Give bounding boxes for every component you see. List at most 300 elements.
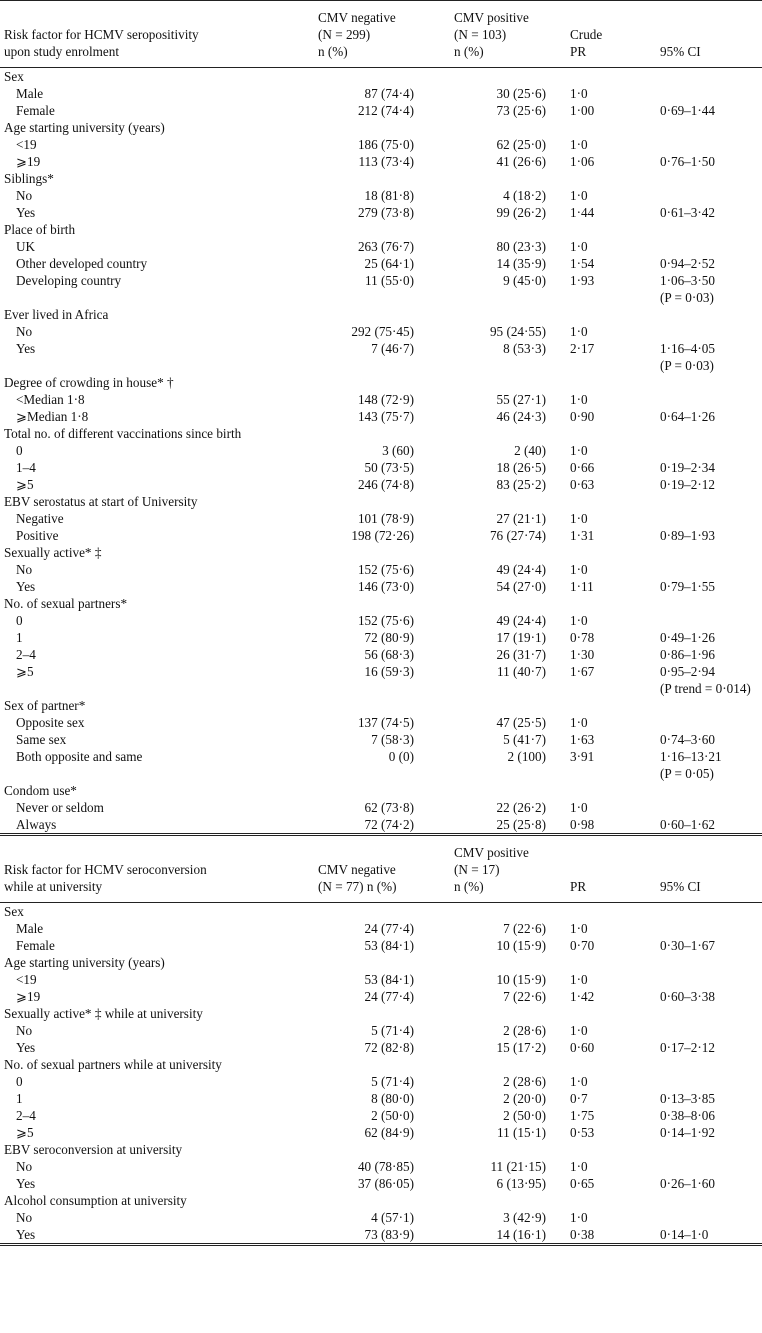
table-row (0, 816, 762, 835)
cmv-positive-value: 11 (15·1) (497, 1125, 546, 1140)
ci-value: 0·38–8·06 (660, 1108, 715, 1123)
cmv-positive-value: 27 (21·1) (496, 511, 546, 526)
pr-value: 0·98 (570, 817, 595, 832)
section-title: No. of sexual partners while at university (4, 1057, 222, 1072)
table-row (0, 1124, 762, 1141)
ci-value (648, 391, 762, 408)
ci-value: 0·14–1·0 (660, 1227, 709, 1242)
cmv-negative-value: 152 (75·6) (357, 613, 414, 628)
cmv-negative-value: 18 (81·8) (364, 188, 414, 203)
cmv-positive-value: 80 (23·3) (496, 239, 546, 254)
table-row (0, 391, 762, 408)
ci-value: 0·13–3·85 (660, 1091, 715, 1106)
empty-cell (564, 357, 648, 374)
cmv-negative-value: 11 (55·0) (365, 273, 414, 288)
cmv-positive-value: 49 (24·4) (496, 613, 546, 628)
cmv-negative-value: 279 (73·8) (357, 205, 414, 220)
table1-header-col4 (564, 1, 648, 68)
cmv-positive-value: 6 (13·95) (496, 1176, 546, 1191)
row-label: Opposite sex (16, 715, 85, 730)
table1-header-col4-line: PR (570, 44, 587, 59)
table2-header-col3-line: n (%) (454, 879, 484, 894)
cmv-negative-value: 3 (60) (382, 443, 414, 458)
row-label: <Median 1·8 (16, 392, 85, 407)
section-title: Age starting university (years) (4, 120, 165, 135)
ci-value (648, 612, 762, 629)
cmv-negative-value: 113 (73·4) (358, 154, 414, 169)
table-row (0, 663, 762, 680)
pr-value: 1·0 (570, 511, 588, 526)
row-label: Male (16, 86, 44, 101)
table-row (0, 1107, 762, 1124)
table-row (0, 255, 762, 272)
row-label: Negative (16, 511, 64, 526)
ci-value: 0·61–3·42 (660, 205, 715, 220)
ci-value: 0·64–1·26 (660, 409, 715, 424)
table1-header-col3-line: (N = 103) (454, 27, 507, 42)
ci-value (648, 85, 762, 102)
empty-cell (296, 680, 432, 697)
cmv-positive-value: 7 (22·6) (503, 989, 546, 1004)
ci-value: 1·06–3·50 (660, 273, 715, 288)
table1-header-col5-line: 95% CI (660, 44, 701, 59)
row-label: No (16, 188, 33, 203)
section-title: Degree of crowding in house* † (4, 375, 174, 390)
table1-header-col2-line: n (%) (318, 44, 348, 59)
ci-value: 0·95–2·94 (660, 664, 715, 679)
section-title: Sexually active* ‡ while at university (4, 1006, 203, 1021)
cmv-positive-value: 99 (26·2) (496, 205, 546, 220)
ci-value: 0·19–2·12 (660, 477, 715, 492)
ci-value: 0·94–2·52 (660, 256, 715, 271)
empty-cell (432, 289, 564, 306)
table2-header-col4 (564, 835, 648, 903)
pr-value: 0·90 (570, 409, 595, 424)
row-label: No (16, 1159, 33, 1174)
table1-section-title (0, 493, 762, 510)
table-row (0, 510, 762, 527)
ci-value: 1·16–4·05 (660, 341, 715, 356)
ci-value: 0·14–1·92 (660, 1125, 715, 1140)
table1-header-col1 (0, 1, 296, 68)
pr-value: 1·0 (570, 324, 588, 339)
table1-section-title (0, 782, 762, 799)
table-row (0, 204, 762, 221)
pr-value: 3·91 (570, 749, 595, 764)
cmv-negative-value: 152 (75·6) (357, 562, 414, 577)
table-row (0, 1226, 762, 1245)
table1-header-col3-line: CMV positive (454, 10, 529, 25)
table2-section-title (0, 954, 762, 971)
table2-header-col2-line: CMV negative (318, 862, 396, 877)
pr-value: 2·17 (570, 341, 595, 356)
table2-header-col3-line: (N = 17) (454, 862, 500, 877)
table-row (0, 1209, 762, 1226)
empty-cell (0, 765, 296, 782)
section-title: Total no. of different vaccinations since birth (4, 426, 242, 441)
empty-cell (564, 289, 648, 306)
section-title: Condom use* (4, 783, 77, 798)
cmv-negative-value: 263 (76·7) (357, 239, 414, 254)
pr-value: 1·06 (570, 154, 595, 169)
table-row (0, 459, 762, 476)
empty-cell (296, 289, 432, 306)
cmv-positive-value: 7 (22·6) (503, 921, 546, 936)
row-label: Yes (16, 341, 36, 356)
cmv-positive-value: 11 (21·15) (490, 1159, 546, 1174)
row-label: No (16, 324, 33, 339)
pr-value: 1·0 (570, 800, 588, 815)
cmv-negative-value: 246 (74·8) (357, 477, 414, 492)
cmv-negative-value: 62 (73·8) (364, 800, 414, 815)
cmv-negative-value: 62 (84·9) (364, 1125, 414, 1140)
p-value-note: (P = 0·03) (660, 290, 714, 305)
cmv-negative-value: 7 (58·3) (371, 732, 414, 747)
cmv-negative-value: 72 (74·2) (364, 817, 414, 832)
cmv-negative-value: 101 (78·9) (357, 511, 414, 526)
pr-value: 1·42 (570, 989, 595, 1004)
pr-value: 1·0 (570, 1074, 588, 1089)
table-row (0, 578, 762, 595)
cmv-negative-value: 24 (77·4) (364, 989, 414, 1004)
table-row (0, 1158, 762, 1175)
table-row (0, 323, 762, 340)
pr-value: 1·0 (570, 1210, 588, 1225)
cmv-positive-value: 95 (24·55) (489, 324, 546, 339)
pr-value: 0·66 (570, 460, 595, 475)
cmv-positive-value: 25 (25·8) (496, 817, 546, 832)
row-label: Other developed country (16, 256, 148, 271)
cmv-positive-value: 15 (17·2) (496, 1040, 546, 1055)
section-title: Age starting university (years) (4, 955, 165, 970)
cmv-negative-value: 5 (71·4) (371, 1074, 414, 1089)
pr-value: 1·54 (570, 256, 595, 271)
pr-value: 1·0 (570, 921, 588, 936)
row-label: 1 (16, 630, 23, 645)
p-value-note: (P = 0·05) (660, 766, 714, 781)
cmv-negative-value: 137 (74·5) (357, 715, 414, 730)
cmv-positive-value: 2 (100) (507, 749, 546, 764)
row-label: Yes (16, 1176, 36, 1191)
cmv-negative-value: 198 (72·26) (351, 528, 414, 543)
ci-value (648, 1209, 762, 1226)
cmv-negative-value: 186 (75·0) (357, 137, 414, 152)
section-title: Sex of partner* (4, 698, 86, 713)
row-label: Yes (16, 205, 36, 220)
table-row (0, 629, 762, 646)
ci-value: 0·89–1·93 (660, 528, 715, 543)
table-row (0, 988, 762, 1005)
pr-value: 1·0 (570, 137, 588, 152)
empty-cell (296, 765, 432, 782)
cmv-negative-value: 2 (50·0) (371, 1108, 414, 1123)
cmv-positive-value: 2 (40) (514, 443, 546, 458)
pr-value: 1·67 (570, 664, 595, 679)
ci-value (648, 323, 762, 340)
table-row (0, 272, 762, 289)
ci-value (648, 136, 762, 153)
cmv-positive-value: 18 (26·5) (496, 460, 546, 475)
table1-header-col2 (296, 1, 432, 68)
table-note-row (0, 289, 762, 306)
p-value-note: (P trend = 0·014) (660, 681, 751, 696)
pr-value: 0·70 (570, 938, 595, 953)
empty-cell (0, 357, 296, 374)
table1-header-col2-line: CMV negative (318, 10, 396, 25)
cmv-positive-value: 8 (53·3) (503, 341, 546, 356)
table-row (0, 102, 762, 119)
table2-section-title (0, 1056, 762, 1073)
table-row (0, 408, 762, 425)
table-row (0, 971, 762, 988)
pr-value: 0·38 (570, 1227, 595, 1242)
table-row (0, 187, 762, 204)
table-row (0, 920, 762, 937)
ci-value: 0·60–3·38 (660, 989, 715, 1004)
pr-value: 1·0 (570, 1159, 588, 1174)
table2-header-col2-line: (N = 77) n (%) (318, 879, 397, 894)
table1-section-title (0, 544, 762, 561)
empty-cell (432, 357, 564, 374)
row-label: Yes (16, 1040, 36, 1055)
cmv-negative-value: 87 (74·4) (364, 86, 414, 101)
row-label: Yes (16, 579, 36, 594)
row-label: Same sex (16, 732, 67, 747)
cmv-positive-value: 22 (26·2) (496, 800, 546, 815)
table-row (0, 748, 762, 765)
table1-header-col1-line: Risk factor for HCMV seropositivity (4, 27, 199, 42)
row-label: Male (16, 921, 44, 936)
table-row (0, 731, 762, 748)
table-row (0, 799, 762, 816)
row-label: Developing country (16, 273, 122, 288)
row-label: ⩾5 (16, 664, 34, 679)
row-label: 1–4 (16, 460, 36, 475)
cmv-negative-value: 53 (84·1) (364, 972, 414, 987)
pr-value: 1·00 (570, 103, 595, 118)
table1-section-title (0, 170, 762, 187)
ci-value: 0·17–2·12 (660, 1040, 715, 1055)
table2-header-col3 (432, 835, 564, 903)
table-row (0, 561, 762, 578)
table2-header-row (0, 835, 762, 903)
cmv-negative-value: 53 (84·1) (364, 938, 414, 953)
ci-value (648, 561, 762, 578)
cmv-positive-value: 49 (24·4) (496, 562, 546, 577)
pr-value: 1·11 (570, 579, 594, 594)
cmv-positive-value: 14 (35·9) (496, 256, 546, 271)
cmv-positive-value: 54 (27·0) (496, 579, 546, 594)
row-label: Female (16, 938, 55, 953)
row-label: Always (16, 817, 57, 832)
table2-section-title (0, 1141, 762, 1158)
empty-cell (564, 765, 648, 782)
row-label: ⩾19 (16, 989, 41, 1004)
empty-cell (432, 765, 564, 782)
row-label: Female (16, 103, 55, 118)
ci-value: 1·16–13·21 (660, 749, 722, 764)
cmv-positive-value: 9 (45·0) (503, 273, 546, 288)
cmv-negative-value: 73 (83·9) (364, 1227, 414, 1242)
table-note-row (0, 357, 762, 374)
table-row (0, 340, 762, 357)
row-label: No (16, 1023, 33, 1038)
pr-value: 1·0 (570, 715, 588, 730)
ci-value (648, 187, 762, 204)
cmv-positive-value: 2 (28·6) (503, 1074, 546, 1089)
pr-value: 0·63 (570, 477, 595, 492)
cmv-positive-value: 46 (24·3) (496, 409, 546, 424)
row-label: 0 (16, 1074, 23, 1089)
pr-value: 1·0 (570, 239, 588, 254)
cmv-positive-value: 26 (31·7) (496, 647, 546, 662)
pr-value: 0·60 (570, 1040, 595, 1055)
pr-value: 1·0 (570, 613, 588, 628)
ci-value: 0·76–1·50 (660, 154, 715, 169)
cmv-negative-value: 24 (77·4) (364, 921, 414, 936)
table-row (0, 476, 762, 493)
table2-header-col3-line: CMV positive (454, 845, 529, 860)
ci-value: 0·49–1·26 (660, 630, 715, 645)
pr-value: 0·78 (570, 630, 595, 645)
ci-value (648, 971, 762, 988)
table2-header-col5-line: 95% CI (660, 879, 701, 894)
table-row (0, 714, 762, 731)
row-label: ⩾19 (16, 154, 41, 169)
ci-value (648, 799, 762, 816)
section-title: Siblings* (4, 171, 54, 186)
cmv-negative-value: 40 (78·85) (357, 1159, 414, 1174)
table2-section-title (0, 1192, 762, 1209)
ci-value: 0·79–1·55 (660, 579, 715, 594)
cmv-negative-value: 16 (59·3) (364, 664, 414, 679)
table2-header-col5 (648, 835, 762, 903)
ci-value (648, 510, 762, 527)
row-label: Never or seldom (16, 800, 104, 815)
table2-header-col2 (296, 835, 432, 903)
cmv-negative-value: 7 (46·7) (371, 341, 414, 356)
cmv-positive-value: 73 (25·6) (496, 103, 546, 118)
cmv-positive-value: 30 (25·6) (496, 86, 546, 101)
cmv-negative-value: 148 (72·9) (357, 392, 414, 407)
table2-section-title (0, 1005, 762, 1022)
cmv-positive-value: 76 (27·74) (489, 528, 546, 543)
pr-value: 1·31 (570, 528, 595, 543)
section-title: EBV serostatus at start of University (4, 494, 198, 509)
empty-cell (432, 680, 564, 697)
table-row (0, 238, 762, 255)
table1-header-col4-line: Crude (570, 27, 603, 42)
section-title: Alcohol consumption at university (4, 1193, 187, 1208)
pr-value: 0·7 (570, 1091, 588, 1106)
cmv-positive-value: 5 (41·7) (503, 732, 546, 747)
ci-value (648, 1158, 762, 1175)
cmv-positive-value: 2 (28·6) (503, 1023, 546, 1038)
ci-value: 0·69–1·44 (660, 103, 715, 118)
table-row (0, 136, 762, 153)
cmv-positive-value: 2 (50·0) (503, 1108, 546, 1123)
table-row (0, 442, 762, 459)
cmv-negative-value: 56 (68·3) (364, 647, 414, 662)
ci-value: 0·19–2·34 (660, 460, 715, 475)
table-row (0, 1175, 762, 1192)
table-note-row (0, 680, 762, 697)
p-value-note: (P = 0·03) (660, 358, 714, 373)
cmv-negative-value: 8 (80·0) (371, 1091, 414, 1106)
pr-value: 1·0 (570, 443, 588, 458)
table2-header-col1 (0, 835, 296, 903)
row-label: No (16, 1210, 33, 1225)
pr-value: 1·0 (570, 1023, 588, 1038)
row-label: 0 (16, 443, 23, 458)
empty-cell (296, 357, 432, 374)
cmv-negative-value: 37 (86·05) (357, 1176, 414, 1191)
cmv-positive-value: 10 (15·9) (496, 972, 546, 987)
section-title: Sex (4, 69, 24, 84)
ci-value (648, 238, 762, 255)
table1-section-title (0, 119, 762, 136)
empty-cell (0, 289, 296, 306)
table1-section-title (0, 697, 762, 714)
ci-value (648, 1073, 762, 1090)
table-row (0, 1022, 762, 1039)
table-row (0, 937, 762, 954)
cmv-positive-value: 17 (19·1) (496, 630, 546, 645)
pr-value: 1·0 (570, 972, 588, 987)
cmv-negative-value: 50 (73·5) (364, 460, 414, 475)
table-row (0, 646, 762, 663)
row-label: Positive (16, 528, 59, 543)
section-title: No. of sexual partners* (4, 596, 128, 611)
ci-value (648, 1022, 762, 1039)
table-row (0, 612, 762, 629)
cmv-positive-value: 41 (26·6) (496, 154, 546, 169)
row-label: ⩾5 (16, 477, 34, 492)
row-label: No (16, 562, 33, 577)
table-row (0, 1039, 762, 1056)
cmv-negative-value: 4 (57·1) (371, 1210, 414, 1225)
row-label: 1 (16, 1091, 23, 1106)
pr-value: 1·75 (570, 1108, 595, 1123)
table1-section-title (0, 306, 762, 323)
table1-header-row (0, 1, 762, 68)
cmv-positive-value: 47 (25·5) (496, 715, 546, 730)
cmv-positive-value: 4 (18·2) (503, 188, 546, 203)
table1-section-title (0, 425, 762, 442)
empty-cell (564, 680, 648, 697)
pr-value: 1·63 (570, 732, 595, 747)
table1-header-col1-line: upon study enrolment (4, 44, 120, 59)
pr-value: 0·53 (570, 1125, 595, 1140)
row-label: Both opposite and same (16, 749, 143, 764)
cmv-positive-value: 3 (42·9) (503, 1210, 546, 1225)
section-title: Sex (4, 904, 24, 919)
pr-value: 1·44 (570, 205, 595, 220)
pr-value: 1·0 (570, 188, 588, 203)
ci-value: 0·60–1·62 (660, 817, 715, 832)
section-title: EBV seroconversion at university (4, 1142, 183, 1157)
ci-value: 0·26–1·60 (660, 1176, 715, 1191)
row-label: 2–4 (16, 647, 36, 662)
pr-value: 1·93 (570, 273, 595, 288)
ci-value (648, 714, 762, 731)
row-label: <19 (16, 137, 37, 152)
ci-value (648, 442, 762, 459)
row-label: 2–4 (16, 1108, 36, 1123)
row-label: 0 (16, 613, 23, 628)
cmv-negative-value: 72 (82·8) (364, 1040, 414, 1055)
cmv-positive-value: 62 (25·0) (496, 137, 546, 152)
